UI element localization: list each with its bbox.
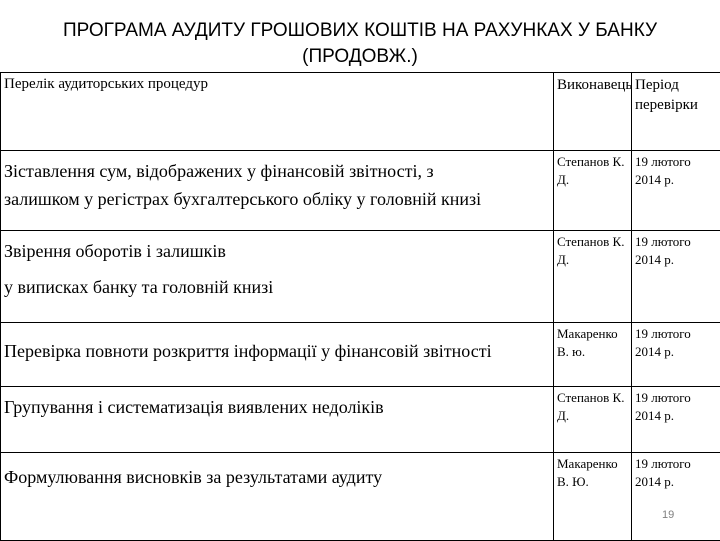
page-number: 19 xyxy=(662,509,674,521)
table-row xyxy=(1,151,720,231)
executor-cell: Степанов К. Д. xyxy=(554,151,632,231)
slide-title: ПРОГРАМА АУДИТУ ГРОШОВИХ КОШТІВ НА РАХУНКАХ У БАНКУ (ПРОДОВЖ.) xyxy=(40,18,680,70)
table-row xyxy=(1,231,720,323)
procedure-cell xyxy=(1,231,554,323)
audit-program-table xyxy=(0,72,720,541)
procedure-cell xyxy=(1,387,554,453)
procedure-line: Звірення оборотів і залишків xyxy=(4,241,226,261)
header-executor: Виконавець xyxy=(554,73,632,151)
procedure-line: Групування і систематизація виявлених недоліків xyxy=(4,397,384,417)
header-period: Період перевірки xyxy=(632,73,720,151)
audit-program-table-wrapper xyxy=(0,72,720,541)
executor-cell: Степанов К. Д. xyxy=(554,231,632,323)
executor-cell: Макаренко В. ю. xyxy=(554,323,632,387)
procedure-line: у виписках банку та головній книзі xyxy=(4,273,550,301)
table-row xyxy=(1,453,720,541)
table-row xyxy=(1,323,720,387)
procedure-cell xyxy=(1,453,554,541)
executor-cell: Макаренко В. Ю. xyxy=(554,453,632,541)
procedure-line: залишком у регістрах бухгалтерського обліку у головній книзі xyxy=(4,189,481,209)
period-cell: 19 лютого 2014 р. xyxy=(632,387,720,453)
period-cell: 19 лютого 2014 р. xyxy=(632,231,720,323)
procedure-line: Формулювання висновків за результатами аудиту xyxy=(4,467,382,487)
procedure-cell xyxy=(1,151,554,231)
period-cell: 19 лютого 2014 р. xyxy=(632,453,720,541)
header-procedures: Перелік аудиторських процедур xyxy=(1,73,554,151)
period-cell: 19 лютого 2014 р. xyxy=(632,151,720,231)
table-row xyxy=(1,387,720,453)
procedure-line: Зіставлення сум, відображених у фінансовій звітності, з xyxy=(4,161,434,181)
table-header-row xyxy=(1,73,720,151)
executor-cell: Степанов К. Д. xyxy=(554,387,632,453)
period-cell: 19 лютого 2014 р. xyxy=(632,323,720,387)
procedure-line: Перевірка повноти розкриття інформації у фінансовій звітності xyxy=(4,341,492,361)
procedure-cell xyxy=(1,323,554,387)
